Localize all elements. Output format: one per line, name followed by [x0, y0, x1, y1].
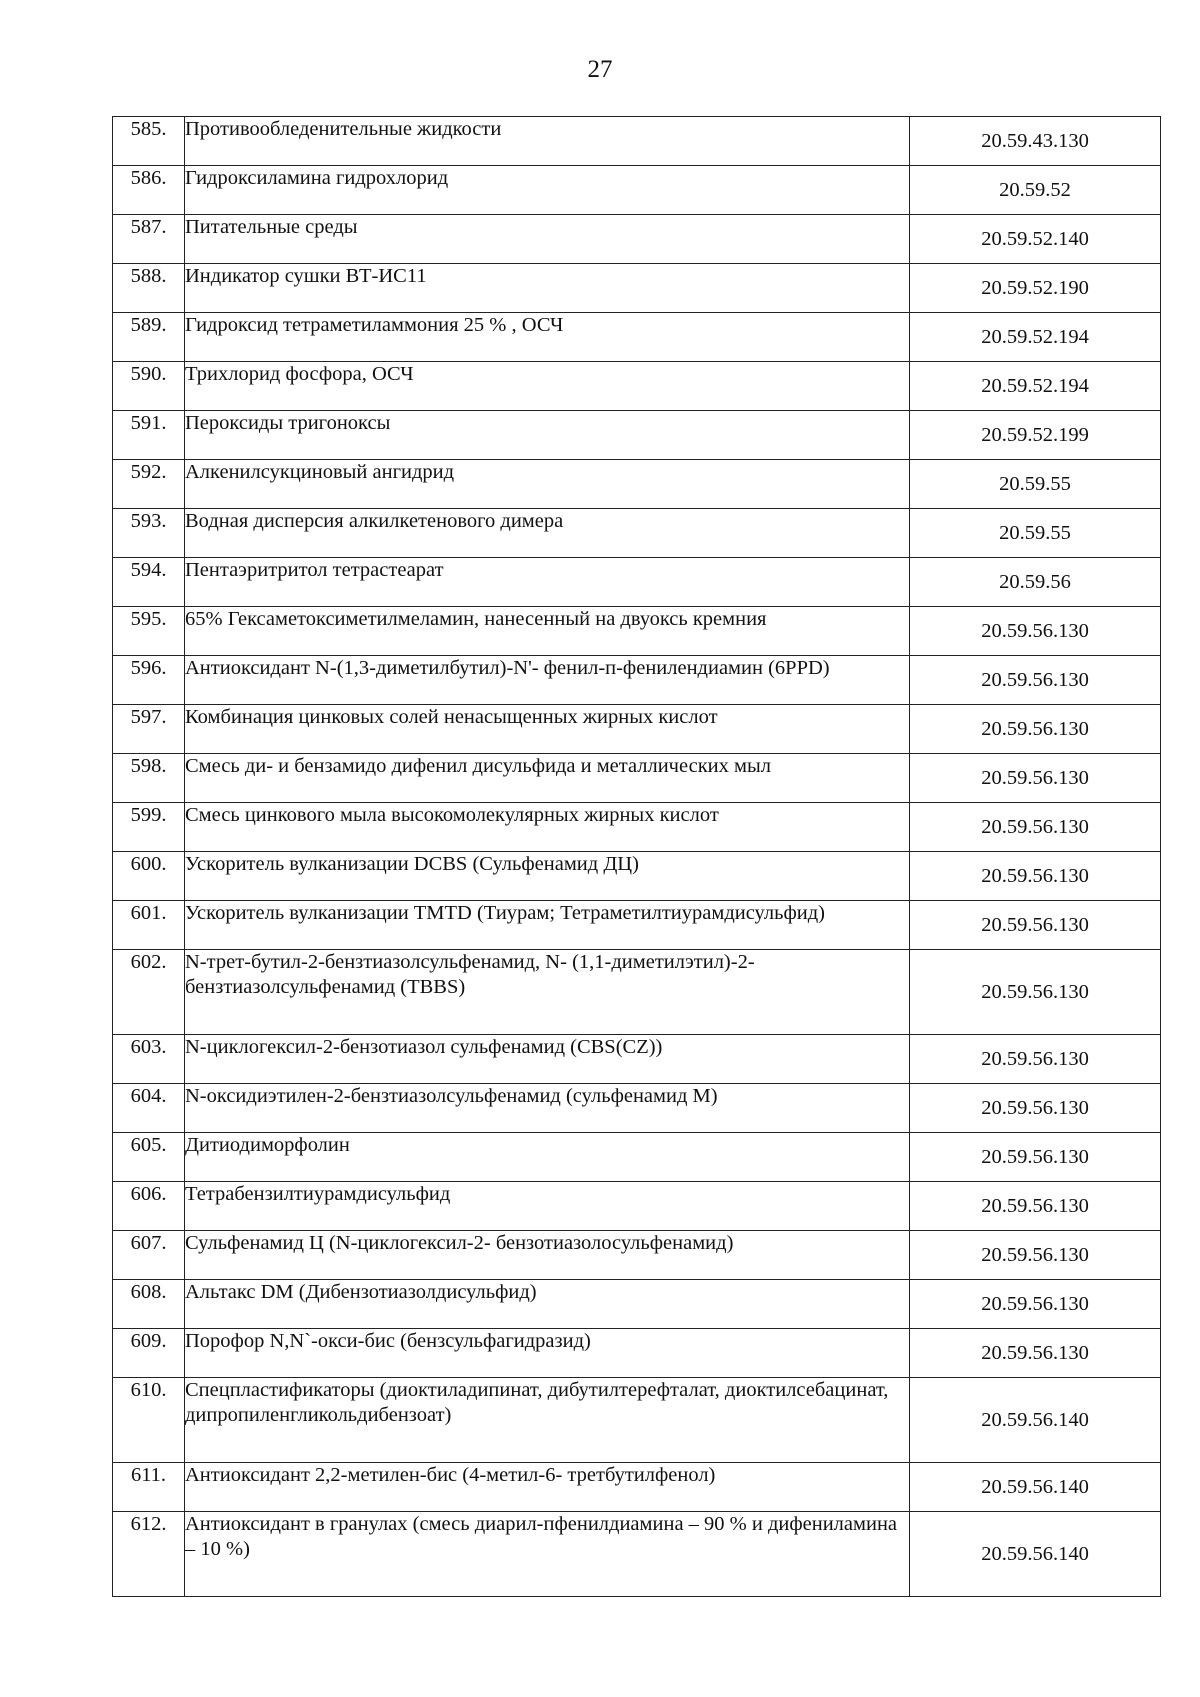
row-number: 608.: [113, 1280, 185, 1329]
row-name: Питательные среды: [185, 215, 910, 264]
row-code: 20.59.56.130: [910, 803, 1161, 852]
table-row: [113, 656, 1161, 705]
row-code: 20.59.56.130: [910, 754, 1161, 803]
row-code: 20.59.52.194: [910, 313, 1161, 362]
row-code: 20.59.52.199: [910, 411, 1161, 460]
table-row: [113, 558, 1161, 607]
table-row: [113, 705, 1161, 754]
row-name: Альтакс DM (Дибензотиазолдисульфид): [185, 1280, 910, 1329]
row-number: 606.: [113, 1182, 185, 1231]
table-row: [113, 1463, 1161, 1512]
row-number: 596.: [113, 656, 185, 705]
row-number: 602.: [113, 950, 185, 1035]
table-body: [113, 117, 1161, 1597]
table-row: [113, 1182, 1161, 1231]
row-name: Сульфенамид Ц (N-циклогексил-2- бензотиазолосульфенамид): [185, 1231, 910, 1280]
row-name: Смесь цинкового мыла высокомолекулярных жирных кислот: [185, 803, 910, 852]
row-code: 20.59.56.130: [910, 1133, 1161, 1182]
row-number: 587.: [113, 215, 185, 264]
row-number: 599.: [113, 803, 185, 852]
table-row: [113, 852, 1161, 901]
row-name: N-оксидиэтилен-2-бензтиазолсульфенамид (сульфенамид М): [185, 1084, 910, 1133]
row-name: Смесь ди- и бензамидо дифенил дисульфида и металлических мыл: [185, 754, 910, 803]
row-code: 20.59.52.190: [910, 264, 1161, 313]
row-name: Ускоритель вулканизации DCBS (Сульфенамид ДЦ): [185, 852, 910, 901]
row-number: 591.: [113, 411, 185, 460]
row-number: 605.: [113, 1133, 185, 1182]
row-number: 612.: [113, 1512, 185, 1597]
product-table: [112, 116, 1161, 1597]
row-name: Ускоритель вулканизации TMTD (Тиурам; Тетраметилтиурамдисульфид): [185, 901, 910, 950]
row-code: 20.59.52.194: [910, 362, 1161, 411]
row-name: Дитиодиморфолин: [185, 1133, 910, 1182]
row-code: 20.59.56.140: [910, 1378, 1161, 1463]
row-number: 588.: [113, 264, 185, 313]
table-row: [113, 362, 1161, 411]
table-row: [113, 460, 1161, 509]
row-code: 20.59.55: [910, 460, 1161, 509]
table-row: [113, 1231, 1161, 1280]
row-number: 610.: [113, 1378, 185, 1463]
table-row: [113, 754, 1161, 803]
row-name: Водная дисперсия алкилкетенового димера: [185, 509, 910, 558]
row-code: 20.59.56.130: [910, 705, 1161, 754]
row-name: Тетрабензилтиурамдисульфид: [185, 1182, 910, 1231]
row-number: 590.: [113, 362, 185, 411]
row-code: 20.59.56.130: [910, 1329, 1161, 1378]
row-code: 20.59.56.130: [910, 1035, 1161, 1084]
page-number: 27: [587, 56, 613, 83]
row-number: 586.: [113, 166, 185, 215]
table-row: [113, 509, 1161, 558]
row-name: Алкенилсукциновый ангидрид: [185, 460, 910, 509]
row-name: Пероксиды тригоноксы: [185, 411, 910, 460]
row-code: 20.59.56.130: [910, 950, 1161, 1035]
row-number: 585.: [113, 117, 185, 166]
table-row: [113, 411, 1161, 460]
row-code: 20.59.56.130: [910, 1280, 1161, 1329]
row-number: 593.: [113, 509, 185, 558]
row-code: 20.59.56.130: [910, 656, 1161, 705]
table-row: [113, 803, 1161, 852]
row-code: 20.59.56.130: [910, 901, 1161, 950]
table-row: [113, 1512, 1161, 1597]
table-row: [113, 607, 1161, 656]
row-number: 597.: [113, 705, 185, 754]
row-code: 20.59.43.130: [910, 117, 1161, 166]
table-row: [113, 1329, 1161, 1378]
table-row: [113, 166, 1161, 215]
row-name: N-трет-бутил-2-бензтиазолсульфенамид, N- (1,1-диметилэтил)-2-бензтиазолсульфенамид (TBBS): [185, 950, 910, 1035]
row-code: 20.59.56.140: [910, 1512, 1161, 1597]
row-name: Пентаэритритол тетрастеарат: [185, 558, 910, 607]
row-number: 589.: [113, 313, 185, 362]
table-row: [113, 1133, 1161, 1182]
row-name: Спецпластификаторы (диоктиладипинат, дибутилтерефталат, диоктилсебацинат, дипропиленгликольдибензоат): [185, 1378, 910, 1463]
table-row: [113, 901, 1161, 950]
row-name: Гидроксид тетраметиламмония 25 % , ОСЧ: [185, 313, 910, 362]
row-name: Комбинация цинковых солей ненасыщенных жирных кислот: [185, 705, 910, 754]
row-name: Индикатор сушки ВТ-ИС11: [185, 264, 910, 313]
table-row: [113, 313, 1161, 362]
row-name: Трихлорид фосфора, ОСЧ: [185, 362, 910, 411]
row-number: 595.: [113, 607, 185, 656]
table-row: [113, 1035, 1161, 1084]
row-number: 607.: [113, 1231, 185, 1280]
row-code: 20.59.56.130: [910, 1084, 1161, 1133]
row-number: 592.: [113, 460, 185, 509]
table-row: [113, 950, 1161, 1035]
table-row: [113, 117, 1161, 166]
row-name: Антиоксидант 2,2-метилен-бис (4-метил-6- третбутилфенол): [185, 1463, 910, 1512]
row-code: 20.59.56.130: [910, 852, 1161, 901]
row-name: N-циклогексил-2-бензотиазол сульфенамид (CBS(CZ)): [185, 1035, 910, 1084]
row-name: Антиоксидант N-(1,3-диметилбутил)-N'- фенил-п-фенилендиамин (6PPD): [185, 656, 910, 705]
row-name: Противообледенительные жидкости: [185, 117, 910, 166]
table-row: [113, 1084, 1161, 1133]
row-number: 598.: [113, 754, 185, 803]
row-number: 603.: [113, 1035, 185, 1084]
row-number: 601.: [113, 901, 185, 950]
row-number: 600.: [113, 852, 185, 901]
row-code: 20.59.56: [910, 558, 1161, 607]
table-row: [113, 264, 1161, 313]
row-name: Антиоксидант в гранулах (смесь диарил-пфенилдиамина – 90 % и дифениламина – 10 %): [185, 1512, 910, 1597]
row-code: 20.59.56.130: [910, 1231, 1161, 1280]
row-name: 65% Гексаметоксиметилмеламин, нанесенный на двуоксь кремния: [185, 607, 910, 656]
row-number: 609.: [113, 1329, 185, 1378]
row-code: 20.59.55: [910, 509, 1161, 558]
row-code: 20.59.52.140: [910, 215, 1161, 264]
row-code: 20.59.56.130: [910, 607, 1161, 656]
row-number: 611.: [113, 1463, 185, 1512]
row-number: 604.: [113, 1084, 185, 1133]
table-row: [113, 1280, 1161, 1329]
row-code: 20.59.56.140: [910, 1463, 1161, 1512]
row-name: Порофор N,N`-окси-бис (бензсульфагидразид): [185, 1329, 910, 1378]
row-number: 594.: [113, 558, 185, 607]
row-name: Гидроксиламина гидрохлорид: [185, 166, 910, 215]
table-row: [113, 1378, 1161, 1463]
row-code: 20.59.56.130: [910, 1182, 1161, 1231]
table-row: [113, 215, 1161, 264]
row-code: 20.59.52: [910, 166, 1161, 215]
